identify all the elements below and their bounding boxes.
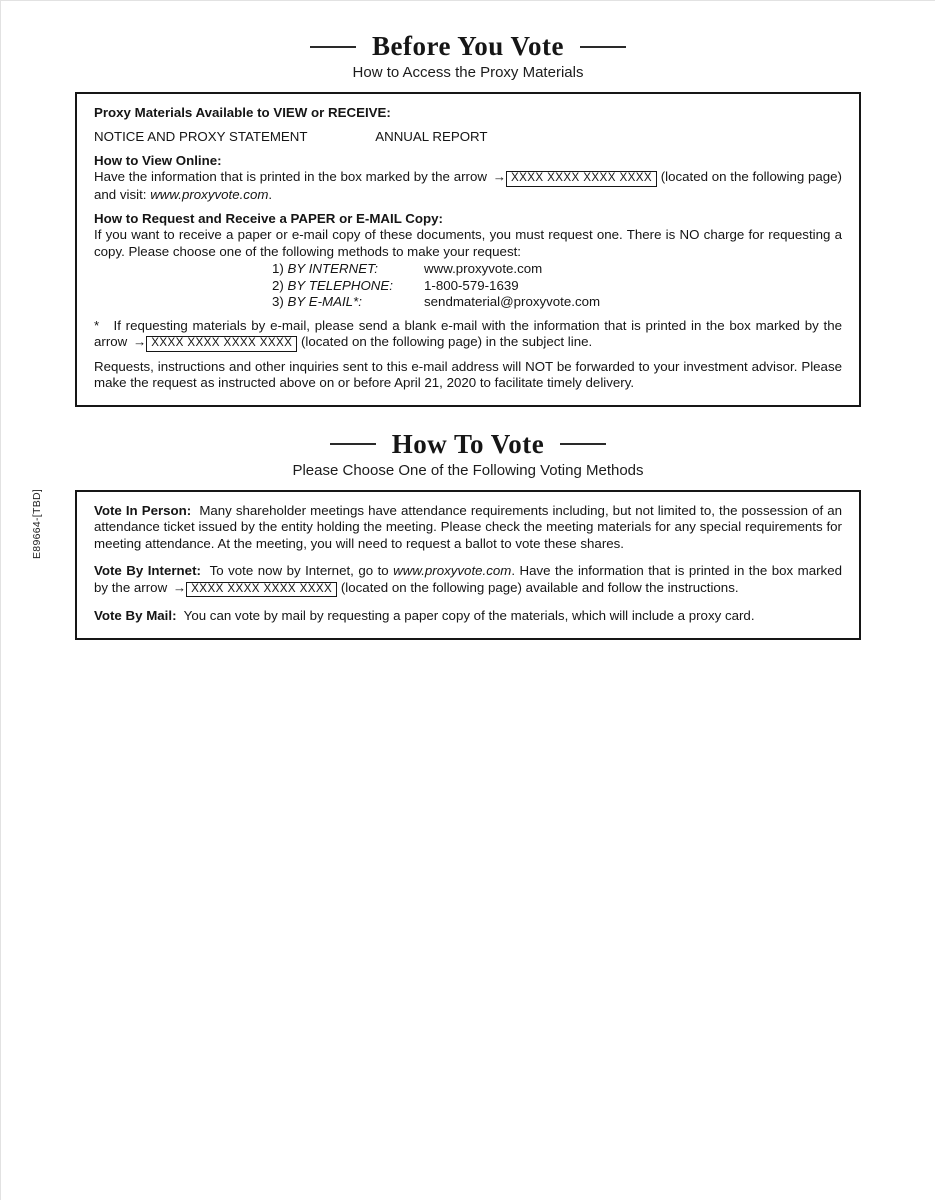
materials-heading: Proxy Materials Available to VIEW or RECEIVE: (94, 105, 391, 120)
voting-methods-box (75, 490, 861, 640)
vote-by-internet-label: Vote By Internet: (94, 563, 201, 579)
method-internet-num: 1) (272, 261, 284, 277)
view-online-text-3: . (268, 187, 273, 203)
how-to-vote-title-text: How To Vote (391, 428, 545, 459)
vote-in-person-paragraph (94, 503, 842, 552)
footnote-text-2: (located on the following page) in the subject line. (300, 334, 593, 350)
vote-by-mail-paragraph (94, 608, 842, 624)
footnote-text-1: If requesting materials by e-mail, please send a blank e-mail with the information that is printed in the box marked by the arrow (94, 317, 842, 350)
title-rule-right (560, 443, 606, 445)
footnote-asterisk: * (94, 317, 100, 333)
closing-paragraph: Requests, instructions and other inquiries sent to this e-mail address will NOT be forwarded to your investment advisor. Please make the request as instructed above on or before April 21, 2020 to facilitate timely delivery. (94, 358, 842, 391)
vote-by-mail-label: Vote By Mail: (94, 608, 177, 624)
print-form-code: E89664-[TBD] (31, 488, 43, 559)
how-to-vote-subtitle: Please Choose One of the Following Voting Methods (292, 461, 644, 479)
method-email-num: 3) (272, 294, 284, 310)
arrow-right-icon: → (132, 334, 146, 350)
proxyvote-url: www.proxyvote.com (393, 563, 512, 579)
method-row-email (272, 294, 842, 310)
proxy-materials-box (75, 92, 861, 407)
method-email-label (272, 294, 424, 310)
method-row-internet (272, 261, 842, 277)
control-number-box: XXXX XXXX XXXX XXXX (146, 336, 297, 352)
title-rule-left (330, 443, 376, 445)
title-rule-right (580, 46, 626, 48)
vote-in-person-label: Vote In Person: (94, 502, 192, 518)
materials-row (94, 129, 842, 145)
before-you-vote-title-text: Before You Vote (372, 31, 564, 61)
request-copy-paragraph: If you want to receive a paper or e-mail copy of these documents, you must request one. There is NO charge for requesting a copy. Please choose one of the following methods to make your request: (94, 227, 842, 259)
control-number-box: XXXX XXXX XXXX XXXX (506, 171, 657, 187)
vote-by-internet-text-3: (located on the following page) available and follow the instructions. (340, 579, 739, 595)
email-footnote-paragraph (94, 318, 842, 352)
method-telephone-value: 1-800-579-1639 (424, 277, 519, 293)
method-telephone-num: 2) (272, 277, 284, 293)
vote-by-internet-paragraph (94, 563, 842, 597)
view-online-text-2: (located on the following page) and visit: (94, 169, 842, 203)
method-row-telephone (272, 278, 842, 294)
vote-by-internet-text-2: . Have the information that is printed in the box marked by the arrow (94, 563, 842, 595)
method-internet-label (272, 261, 424, 277)
before-you-vote-subtitle: How to Access the Proxy Materials (352, 64, 584, 81)
method-email-name: BY E-MAIL*: (287, 294, 362, 310)
vote-by-mail-text: You can vote by mail by requesting a paper copy of the materials, which will include a proxy card. (183, 608, 755, 624)
proxyvote-url: www.proxyvote.com (150, 187, 269, 203)
request-copy-heading: How to Request and Receive a PAPER or E-MAIL Copy: (94, 210, 443, 226)
material-notice-proxy-statement: NOTICE AND PROXY STATEMENT (94, 129, 308, 145)
method-telephone-label (272, 278, 424, 294)
view-online-paragraph (94, 169, 842, 203)
material-annual-report: ANNUAL REPORT (375, 129, 488, 145)
before-you-vote-title (1, 31, 935, 62)
request-methods-list (272, 261, 842, 310)
method-email-value: sendmaterial@proxyvote.com (424, 294, 601, 310)
arrow-right-icon: → (172, 579, 186, 595)
view-online-text-1: Have the information that is printed in the box marked by the arrow (94, 169, 487, 185)
how-to-vote-title (1, 429, 935, 460)
method-internet-name: BY INTERNET: (287, 261, 378, 277)
arrow-right-icon: → (492, 169, 505, 185)
view-online-heading: How to View Online: (94, 152, 222, 168)
vote-in-person-text: Many shareholder meetings have attendance requirements including, but not limited to, the possession of an attendance ticket issued by the entity holding the meeting. Please check the meeting materials for any special requirements for meeting attendance. At the meeting, you will need to request a ballot to vote these shares. (94, 502, 842, 551)
method-internet-value: www.proxyvote.com (424, 261, 543, 277)
control-number-box: XXXX XXXX XXXX XXXX (186, 582, 337, 598)
method-telephone-name: BY TELEPHONE: (287, 277, 393, 293)
title-rule-left (310, 46, 356, 48)
vote-by-internet-text-1: To vote now by Internet, go to (209, 563, 389, 579)
